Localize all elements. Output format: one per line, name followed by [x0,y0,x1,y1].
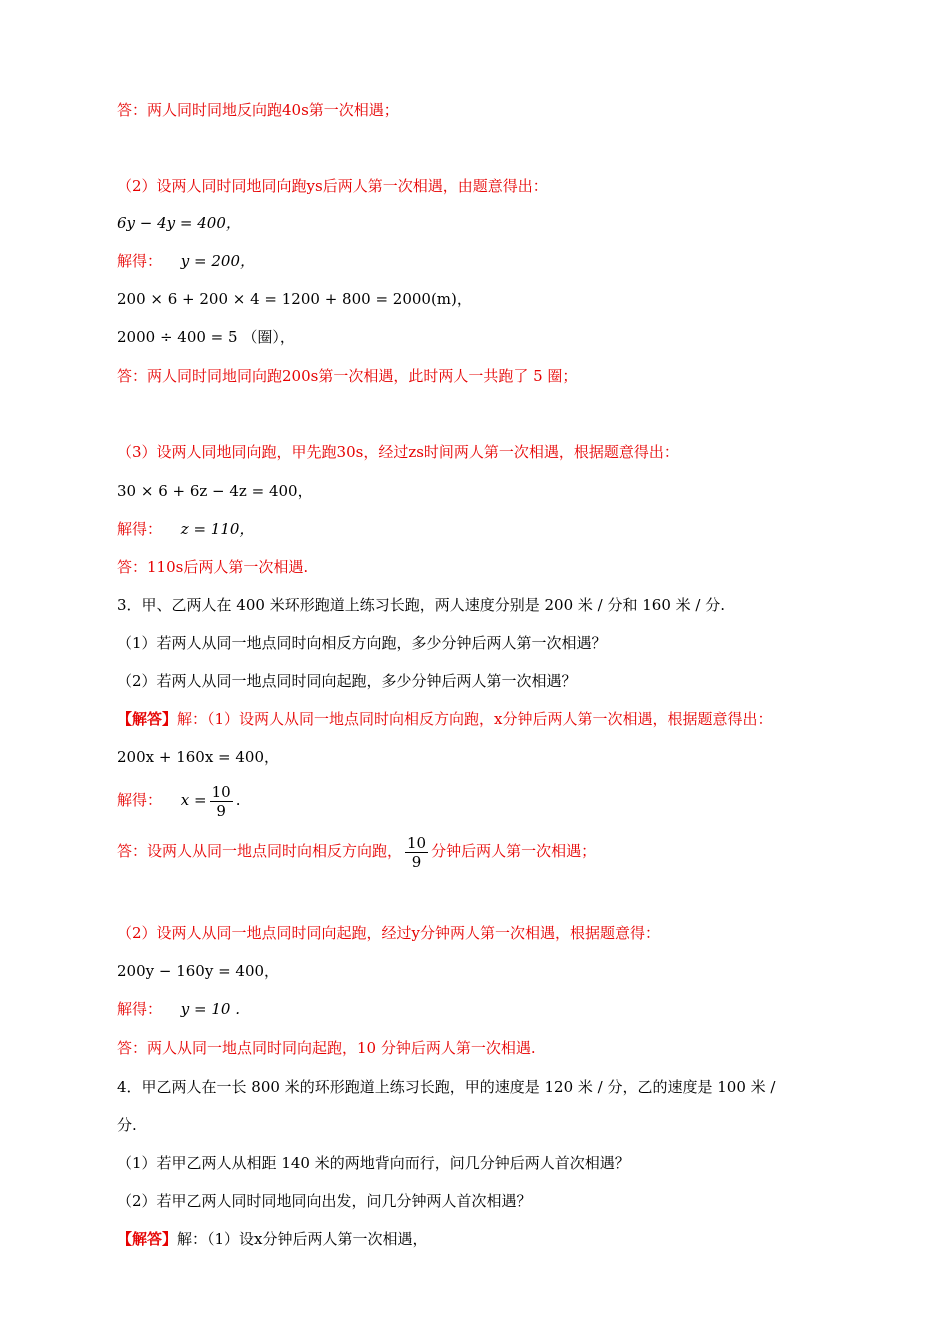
solution-line [117,251,255,271]
sub-question: （2）若甲乙两人同时同地同向出发，问几分钟两人首次相遇？ [117,1192,532,1210]
sub-question: （1）若甲乙两人从相距 140 米的两地背向而行，问几分钟后两人首次相遇？ [117,1154,630,1172]
answer-line: 答：110s后两人第一次相遇. [117,558,309,576]
solution-tag: 【解答】 [117,710,178,728]
solution-line [117,519,254,539]
fraction-numerator: 10 [407,833,427,852]
problem-stem-continued: 分. [117,1116,137,1134]
answer-line: 答：两人从同一地点同时同向起跑，10 分钟后两人第一次相遇. [117,1039,536,1057]
answer-line: 答：两人同时同地同向跑200s第一次相遇，此时两人一共跑了 5 圈； [117,367,578,385]
solve-label: 解得： [117,791,163,809]
problem-stem: 4．甲乙两人在一长 800 米的环形跑道上练习长跑，甲的速度是 120 米 / 分，乙的速度是 100 米 / [117,1078,776,1096]
sub-question: （2）若两人从同一地点同时同向起跑，多少分钟后两人第一次相遇？ [117,672,577,690]
answer-suffix: 分钟后两人第一次相遇； [431,842,597,860]
fraction [210,783,233,820]
solution-text: 解：（1）设x分钟后两人第一次相遇， [177,1230,428,1248]
equation: 30 × 6 + 6z − 4z = 400， [117,482,313,500]
sub-question: （1）若两人从同一地点同时向相反方向跑，多少分钟后两人第一次相遇？ [117,634,607,652]
fraction [405,834,428,871]
solve-value: y = 10 . [180,1000,240,1018]
solution-intro [117,709,773,729]
solve-value: z = 110， [180,520,255,538]
fraction-denominator: 9 [216,801,226,820]
equation: 200y − 160y = 400， [117,962,280,980]
equation: 2000 ÷ 400 = 5 （圈）， [117,328,295,346]
answer-line: 答：两人同时同地反向跑40s第一次相遇； [117,101,399,119]
problem-stem: 3．甲、乙两人在 400 米环形跑道上练习长跑，两人速度分别是 200 米 / 分和 160 米 / 分. [117,596,725,614]
solution-intro [117,1229,428,1249]
answer-prefix: 答：设两人从同一地点同时向相反方向跑， [117,842,403,860]
solution-line [117,780,240,820]
solve-value: y = 200， [180,252,256,270]
fraction-numerator: 10 [211,782,231,801]
solve-label: 解得： [117,1000,163,1018]
solve-label: 解得： [117,252,163,270]
solve-variable: x = [180,791,207,809]
equation: 6y − 4y = 400， [117,214,241,232]
equation: 200x + 160x = 400， [117,748,280,766]
solve-label: 解得： [117,520,163,538]
question-setup: （2）设两人从同一地点同时同向起跑，经过y分钟两人第一次相遇，根据题意得： [117,924,661,942]
solution-tag: 【解答】 [117,1230,178,1248]
solution-text: 解：（1）设两人从同一地点同时向相反方向跑，x分钟后两人第一次相遇，根据题意得出： [177,710,773,728]
period: . [235,791,241,809]
solution-line [117,999,240,1019]
answer-line [117,831,596,871]
question-setup: （2）设两人同时同地同向跑ys后两人第一次相遇，由题意得出： [117,177,548,195]
equation: 200 × 6 + 200 × 4 = 1200 + 800 = 2000(m)， [117,290,472,308]
question-setup: （3）设两人同地同向跑，甲先跑30s，经过zs时间两人第一次相遇，根据题意得出： [117,443,679,461]
fraction-denominator: 9 [411,852,422,871]
